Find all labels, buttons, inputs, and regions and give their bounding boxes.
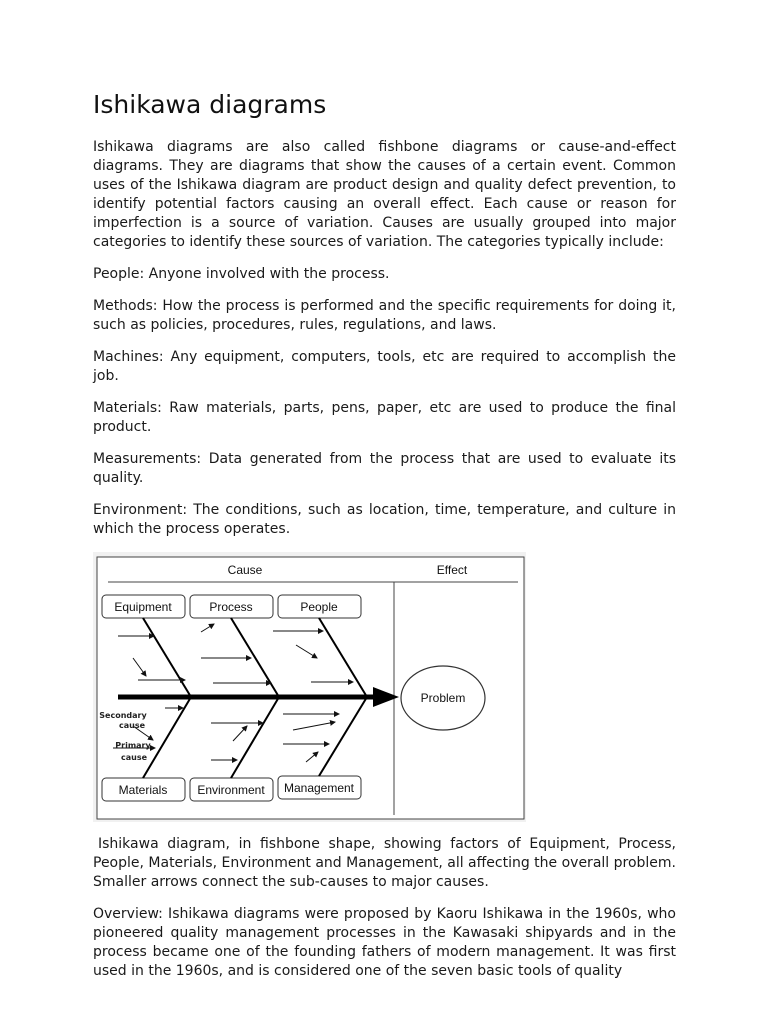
primary-cause-label-2: cause: [120, 753, 148, 762]
figure-caption: Ishikawa diagram, in fishbone shape, showing factors of Equipment, Process, People, Materials, Environment and Management, all affecting the overall problem. Smaller arrows connect the sub-causes to major causes.: [93, 836, 677, 890]
secondary-cause-label-1: Secondary: [99, 711, 147, 720]
cause-label-equipment: Equipment: [114, 600, 172, 614]
intro-paragraph: Ishikawa diagrams are also called fishbone diagrams or cause-and-effect diagrams. They are diagrams that show the causes of a certain event. Common uses of the Ishikawa diagram are product design and quality defect prevention, to identify potential factors causing an overall effect. Each cause or reason for imperfection is a source of variation. Causes are usually grouped into major categories to identify these sources of variation. The categories typically include:: [93, 139, 676, 250]
category-environment: Environment: The conditions, such as location, time, temperature, and culture in which the process operates.: [93, 502, 676, 537]
cause-label-management: Management: [283, 781, 355, 795]
cause-label-process: Process: [209, 600, 253, 614]
problem-label: Problem: [420, 691, 466, 705]
cause-label-people: People: [300, 600, 338, 614]
category-measurements: Measurements: Data generated from the process that are used to evaluate its quality.: [93, 451, 676, 486]
category-materials: Materials: Raw materials, parts, pens, paper, etc are used to produce the final product.: [93, 400, 676, 435]
category-machines: Machines: Any equipment, computers, tools, etc are required to accomplish the job.: [93, 349, 676, 384]
cause-header: Cause: [227, 563, 263, 577]
secondary-cause-label-2: cause: [118, 721, 146, 730]
fishbone-diagram-svg: [93, 552, 526, 822]
category-people: People: Anyone involved with the process.: [93, 266, 390, 282]
fishbone-diagram: [93, 552, 526, 822]
cause-label-materials: Materials: [118, 783, 168, 797]
effect-header: Effect: [436, 563, 468, 577]
primary-cause-label-1: Primary: [115, 741, 151, 750]
overview-paragraph: Overview: Ishikawa diagrams were proposed by Kaoru Ishikawa in the 1960s, who pioneered quality management processes in the Kawasaki shipyards and in the process became one of the founding fathers of modern management. It was first used in the 1960s, and is considered one of the seven basic tools of quality: [93, 906, 676, 979]
category-methods: Methods: How the process is performed and the specific requirements for doing it, such as policies, procedures, rules, regulations, and laws.: [93, 298, 676, 333]
page-title: Ishikawa diagrams: [93, 90, 327, 119]
document-body: [93, 138, 676, 994]
cause-label-environment: Environment: [197, 783, 265, 797]
